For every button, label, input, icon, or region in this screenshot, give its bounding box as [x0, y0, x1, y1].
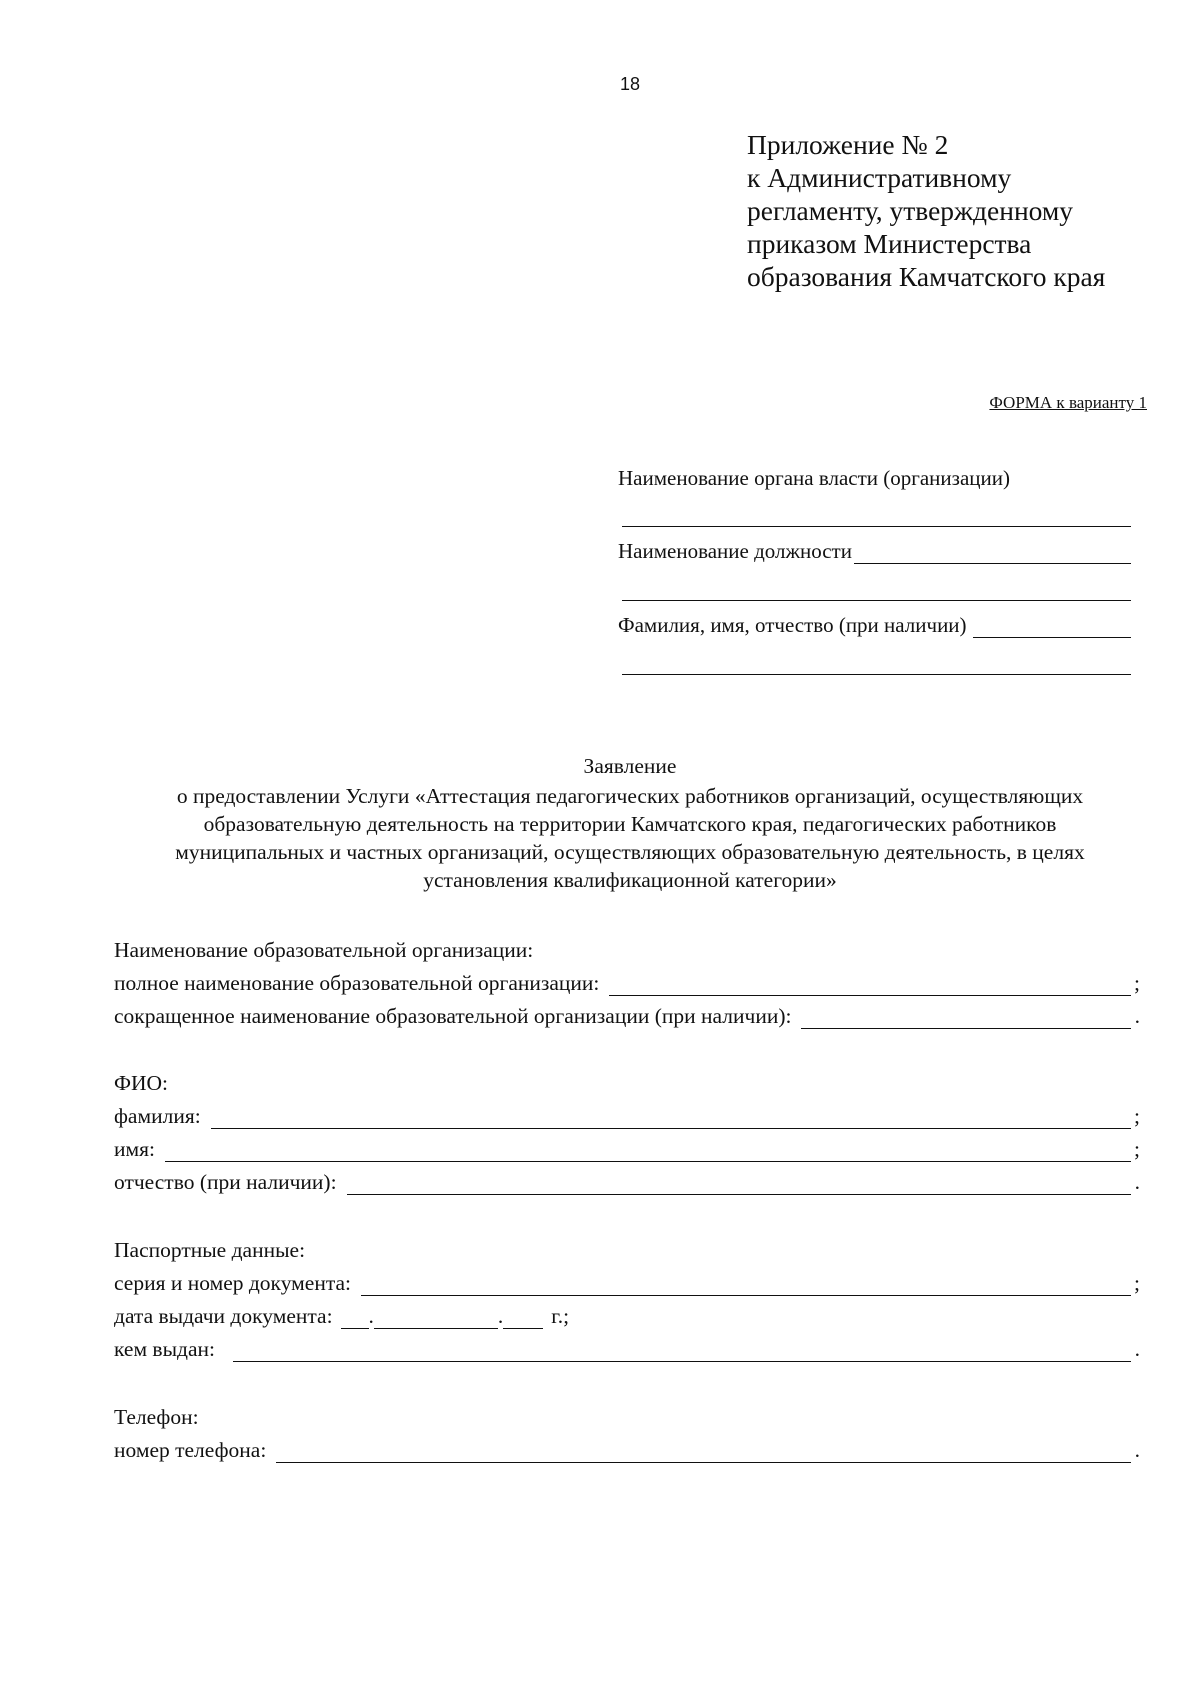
passport-series-row [114, 1263, 1140, 1296]
org-full-name-label: полное наименование образовательной организации: [114, 971, 600, 995]
statement-title [112, 752, 1148, 894]
appendix-line: Приложение № 2 [747, 129, 949, 160]
fio-section [114, 1063, 1140, 1195]
passport-section [114, 1230, 1140, 1362]
name-line [622, 648, 1131, 675]
period: . [1134, 1170, 1140, 1194]
statement-subtitle-line: образовательную деятельность на территории Камчатского края, педагогических работников [203, 812, 1057, 836]
issue-date-label: дата выдачи документа: [114, 1304, 333, 1328]
organization-heading: Наименование образовательной организации: [114, 938, 534, 962]
semicolon: ; [1134, 1104, 1140, 1128]
position-field[interactable] [854, 541, 1131, 564]
statement-subtitle-line: о предоставлении Услуги «Аттестация педагогических работников организаций, осуществляющих [176, 784, 1084, 808]
position-label: Наименование должности [618, 539, 852, 563]
position-row [618, 538, 1131, 564]
given-name-label: имя: [114, 1137, 155, 1161]
surname-row [114, 1096, 1140, 1129]
passport-heading: Паспортные данные: [114, 1238, 306, 1262]
org-short-name-field[interactable] [801, 1004, 1131, 1029]
phone-heading: Телефон: [114, 1405, 199, 1429]
surname-label: фамилия: [114, 1104, 201, 1128]
semicolon: ; [1134, 1137, 1140, 1161]
patronymic-field[interactable] [347, 1170, 1131, 1195]
date-separator: . [497, 1304, 504, 1328]
semicolon: ; [1134, 971, 1140, 995]
appendix-line: образования Камчатского края [747, 261, 1106, 292]
name-row [618, 612, 1131, 638]
period: . [1134, 1004, 1140, 1028]
appendix-line: регламенту, утвержденному [747, 195, 1074, 226]
issue-day-field[interactable] [341, 1304, 369, 1329]
phone-number-field[interactable] [276, 1438, 1131, 1463]
surname-field[interactable] [211, 1104, 1131, 1129]
statement-subtitle-line: установления квалификационной категории» [423, 868, 837, 892]
page-number: 18 [619, 74, 641, 94]
position-line [622, 574, 1131, 601]
statement-subtitle-line: муниципальных и частных организаций, осуществляющих образовательную деятельность, в целях [175, 840, 1085, 864]
org-full-name-row [114, 963, 1140, 996]
year-suffix: г.; [551, 1304, 570, 1328]
phone-number-label: номер телефона: [114, 1438, 267, 1462]
issued-by-row [114, 1329, 1140, 1362]
passport-series-label: серия и номер документа: [114, 1271, 351, 1295]
given-name-row [114, 1129, 1140, 1162]
date-separator: . [368, 1304, 374, 1328]
fio-heading: ФИО: [114, 1071, 169, 1095]
given-name-field[interactable] [165, 1137, 1131, 1162]
phone-section [114, 1397, 1140, 1463]
authority-label: Наименование органа власти (организации) [618, 466, 1010, 490]
issued-by-field[interactable] [233, 1337, 1131, 1362]
patronymic-row [114, 1162, 1140, 1195]
authority-line [622, 500, 1131, 527]
period: . [1134, 1337, 1140, 1361]
form-variant-label: ФОРМА к варианту 1 [989, 393, 1147, 412]
issue-month-field[interactable] [374, 1304, 498, 1329]
applicant-name-field[interactable] [973, 615, 1131, 638]
issue-date-row [114, 1296, 1140, 1329]
period: . [1134, 1438, 1140, 1462]
semicolon: ; [1134, 1271, 1140, 1295]
applicant-name-label: Фамилия, имя, отчество (при наличии) [618, 613, 967, 637]
patronymic-label: отчество (при наличии): [114, 1170, 337, 1194]
appendix-line: к Административному [747, 162, 1012, 193]
issue-year-field[interactable] [503, 1304, 543, 1329]
appendix-line: приказом Министерства [747, 228, 1032, 259]
issued-by-label: кем выдан: [114, 1337, 215, 1361]
phone-number-row [114, 1430, 1140, 1463]
org-full-name-field[interactable] [609, 971, 1131, 996]
org-short-name-label: сокращенное наименование образовательной организации (при наличии): [114, 1004, 792, 1028]
statement-heading: Заявление [583, 754, 677, 778]
organization-section [114, 930, 1140, 1029]
org-short-name-row [114, 996, 1140, 1029]
appendix-block [747, 128, 1105, 293]
passport-series-field[interactable] [361, 1271, 1131, 1296]
